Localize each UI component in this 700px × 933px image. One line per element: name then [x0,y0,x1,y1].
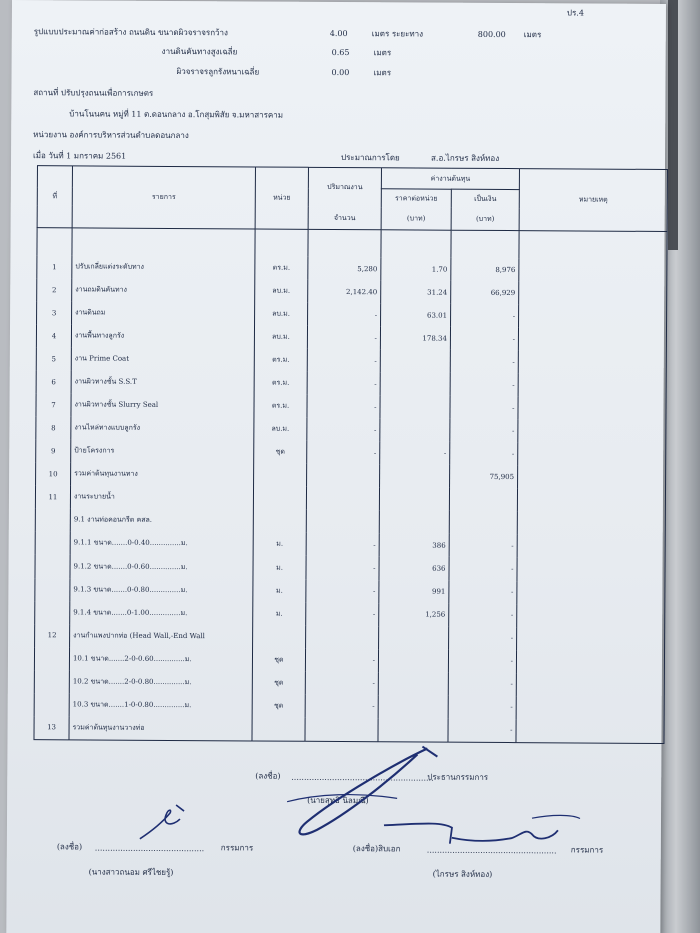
row-remark [517,558,665,582]
row-item: งานกำแพงปากท่อ (Head Wall,-End Wall [70,624,253,648]
row-no: 1 [37,255,72,278]
row-item: งานผิวทางชั้น S.S.T [71,371,254,395]
col-no: ที่ [37,166,72,228]
row-qty: - [307,441,380,464]
row-amount [449,511,517,534]
row-item: ปรับเกลี่ยแต่งระดับทาง [72,255,255,279]
row-item: 10.2 ขนาด.......2-0-0.80..............ม. [69,670,252,694]
row-unit: ลบ.ม. [254,418,307,441]
row-price: - [380,442,450,465]
row-amount: 75,905 [450,465,518,488]
table-spacer-row [37,228,667,259]
row-qty [307,464,380,487]
member2-role: กรรมการ [570,845,604,855]
row-price [378,718,448,742]
row-no: 9 [36,439,71,462]
row-amount: - [450,327,518,350]
row-item: 10.1 ขนาด.......2-0-0.60..............ม. [69,647,252,671]
row-remark [517,535,665,559]
row-item: งาน Prime Coat [71,348,254,372]
row-price [380,419,450,442]
row-amount: 66,929 [451,281,519,304]
row-no: 12 [35,624,70,647]
row-item: 9.1.1 ขนาด.......0-0.40..............ม. [70,532,253,556]
member2-name: (ไกรษร สิงห์ทอง) [432,869,493,879]
row-remark [516,673,664,697]
row-item: ป้ายโครงการ [71,440,254,464]
col-unit: หน่วย [255,167,308,229]
row-amount: - [450,350,518,373]
row-unit: ชุด [254,441,307,464]
row-qty: - [305,648,378,671]
row-remark [519,281,667,305]
row-price [380,465,450,488]
row-item: งานผิวทางชั้น Slurry Seal [71,394,254,418]
date: เมื่อ วันที่ 1 มกราคม 2561 [33,151,127,161]
row-unit: ม. [253,556,306,579]
row-unit: ลบ.ม. [255,303,308,326]
row-no [34,647,69,670]
row-qty: - [306,556,379,579]
row-unit: ตร.ม. [254,349,307,372]
row-amount: - [450,419,518,442]
row-amount: - [448,718,516,742]
row-no [34,693,69,716]
row-qty [306,625,379,648]
row-remark [518,442,666,466]
row-no: 13 [34,716,69,740]
page-ref: ปร.4 [566,8,584,18]
member1-signature [132,801,212,851]
row-no: 4 [36,324,71,347]
table-row [34,716,664,744]
header-surface-value: 0.00 [331,67,350,78]
row-no: 6 [36,370,71,393]
row-item: 10.3 ขนาด.......1-0-0.80..............ม. [69,693,252,717]
header-unit-2: เมตร [523,30,542,40]
row-qty: - [307,326,380,349]
row-unit: ชุด [252,648,305,671]
row-price: 636 [379,557,449,580]
row-qty: - [308,303,381,326]
row-amount: - [451,304,519,327]
row-amount: - [450,442,518,465]
row-amount: - [448,695,516,718]
row-amount: - [449,557,517,580]
estimator-label: ประมาณการโดย [341,153,400,163]
row-qty: - [307,349,380,372]
row-qty: - [307,395,380,418]
col-amount: เป็นเงิน [451,189,519,208]
row-qty: 2,142.40 [308,280,381,303]
header-road-label: รูปแบบประมาณค่าก่อสร้าง ถนนดิน ขนาดผิวจราจรกว้าง [33,27,228,38]
row-qty: - [306,602,379,625]
row-qty [306,487,379,510]
row-amount: - [450,373,518,396]
row-remark [519,304,667,328]
row-unit: ม. [253,533,306,556]
member1-role: กรรมการ [220,843,254,853]
row-no: 11 [35,486,70,509]
row-qty: - [307,418,380,441]
row-remark [516,650,664,674]
row-item: 9.1.4 ขนาด.......0-1.00..............ม. [70,601,253,625]
row-unit [253,625,306,648]
row-qty: - [305,694,378,717]
row-qty [305,718,378,742]
row-no: 10 [36,463,71,486]
row-remark [517,627,665,651]
row-item: 9.1.2 ขนาด.......0-0.60..............ม. [70,555,253,579]
member1-sign-label: (ลงชื่อ) [56,842,83,852]
row-item: 9.1 งานท่อคอนกรีต คสล. [70,509,253,533]
row-price [380,396,450,419]
row-no: 3 [37,301,72,324]
header-fill-value: 0.65 [331,47,350,58]
chair-sign-line: ........................................................ [291,772,434,783]
header-length: 800.00 [477,29,506,40]
row-unit [254,464,307,487]
row-remark [516,719,664,744]
agency: หน่วยงาน องค์การบริหารส่วนตำบลดอนกลาง [33,130,189,141]
row-qty: 5,280 [308,257,381,280]
row-amount: - [449,580,517,603]
row-unit: ตร.ม. [254,395,307,418]
row-qty: - [305,671,378,694]
row-amount: 8,976 [451,258,519,281]
row-unit: ตร.ม. [255,257,308,280]
cost-table [33,165,668,744]
col-qty: ปริมาณงาน [308,167,381,207]
row-remark [518,465,666,489]
row-price [378,649,448,672]
row-remark [517,581,665,605]
col-item: รายการ [72,166,255,229]
member2-sign-label: (ลงชื่อ)สิบเอก [352,844,401,854]
row-item: งานดินถม [72,302,255,326]
row-price: 991 [379,580,449,603]
row-price [379,488,449,511]
chair-name: (นายสุทธิ นิลมณี) [307,795,369,806]
row-amount: - [450,396,518,419]
row-price: 31.24 [381,280,451,303]
row-no [35,578,70,601]
row-qty: - [307,372,380,395]
row-item: รวมค่าต้นทุนงานทาง [71,463,254,487]
row-unit [253,487,306,510]
row-price: 1,256 [379,603,449,626]
col-qty-sub: จำนวน [308,207,381,230]
cost-table-body [34,228,667,744]
header-width: 4.00 [329,28,348,39]
row-no: 8 [36,416,71,439]
col-unit-price-sub: (บาท) [381,207,451,230]
row-price [378,695,448,718]
row-remark [516,696,664,720]
member1-sign-line: ........................................... [94,843,205,854]
binder-shadow [668,0,678,250]
header-fill-unit: เมตร [373,48,392,58]
row-price [379,626,449,649]
location-label: สถานที่ ปรับปรุงถนนเพื่อการเกษตร [33,88,154,98]
col-amount-sub: (บาท) [451,208,519,231]
col-cost-group: ค่างานต้นทุน [381,168,519,190]
row-amount: - [448,672,516,695]
header-unit-1: เมตร ระยะทาง [371,29,424,39]
row-unit: ชุด [252,671,305,694]
row-price [379,511,449,534]
row-item: งานไหล่ทางแบบลูกรัง [71,417,254,441]
row-no [34,670,69,693]
row-remark [519,258,667,282]
row-unit: ชุด [252,694,305,717]
row-remark [518,327,666,351]
header-surface-label: ผิวจราจรลูกรังหนาเฉลี่ย [176,67,260,77]
row-amount [449,488,517,511]
row-price: 63.01 [381,303,451,326]
row-price [378,672,448,695]
row-remark [518,350,666,374]
chair-role: ประธานกรรมการ [427,772,489,782]
member1-name: (นางสาวถนอม ศรีไชยรู้) [88,867,174,878]
col-unit-price: ราคาต่อหน่วย [381,189,451,208]
row-price: 1.70 [381,257,451,280]
row-no [35,555,70,578]
row-price [380,372,450,395]
row-remark [517,512,665,536]
row-no [35,532,70,555]
row-remark [517,488,665,512]
member2-signature [382,807,582,858]
row-no: 5 [36,347,71,370]
row-no [35,601,70,624]
row-unit [253,510,306,533]
row-item: งานระบายน้ำ [70,486,253,510]
row-qty [306,510,379,533]
row-qty: - [306,533,379,556]
row-amount: - [449,626,517,649]
row-unit: ม. [253,579,306,602]
row-amount: - [449,603,517,626]
row-unit: ลบ.ม. [255,280,308,303]
member2-sign-line: ................................................... [426,845,557,856]
row-remark [518,419,666,443]
row-remark [517,604,665,628]
row-price: 178.34 [380,326,450,349]
row-unit: ตร.ม. [254,372,307,395]
row-remark [518,373,666,397]
location-detail: บ้านโนนคน หมู่ที่ 11 ต.ดอนกลาง อ.โกสุมพิสัย จ.มหาสารคาม [69,109,284,120]
row-item: รวมค่าต้นทุนงานวางท่อ [69,716,252,741]
row-item: งานถมดินคันทาง [72,278,255,302]
row-amount: - [448,649,516,672]
row-amount: - [449,534,517,557]
cost-estimate-sheet [6,0,666,933]
header-surface-unit: เมตร [373,68,392,78]
col-remark: หมายเหตุ [519,169,667,232]
row-unit: ลบ.ม. [254,326,307,349]
row-unit: ม. [253,602,306,625]
estimator-name: ส.อ.ไกรษร สิงห์ทอง [431,153,500,163]
row-price [380,349,450,372]
row-no [35,509,70,532]
header-fill-label: งานดินคันทางสูงเฉลี่ย [161,46,238,57]
row-no: 2 [37,278,72,301]
row-price: 386 [379,534,449,557]
row-item: งานพื้นทางลูกรัง [71,325,254,349]
row-item: 9.1.3 ขนาด.......0-0.80..............ม. [70,578,253,602]
row-remark [518,396,666,420]
row-no: 7 [36,393,71,416]
chair-sign-label: (ลงชื่อ) [255,771,281,781]
row-unit [252,717,305,741]
row-qty: - [306,579,379,602]
